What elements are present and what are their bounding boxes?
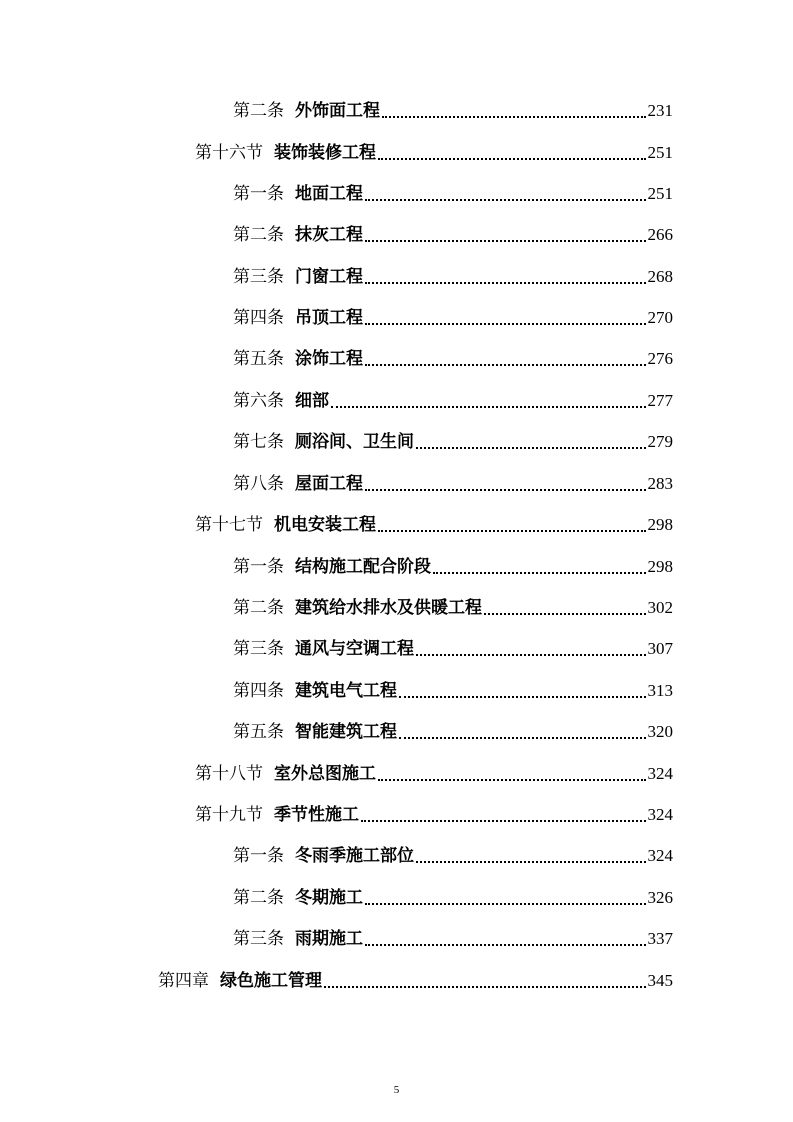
toc-entry-page: 279 [647,432,673,451]
toc-entry[interactable] [0,632,673,660]
toc-entry-title: 厕浴间、卫生间 [295,432,414,452]
toc-entry[interactable] [0,342,673,370]
toc-entry-page: 324 [647,805,673,824]
toc-entry-title: 季节性施工 [274,805,359,825]
toc-entry[interactable] [0,839,673,867]
toc-entry-number: 第十八节 [195,764,263,784]
toc-entry-number: 第二条 [233,598,284,618]
toc-entry[interactable] [0,425,673,453]
toc-entry[interactable] [0,467,673,495]
toc-entry-number: 第二条 [233,225,284,245]
toc-entry-title: 室外总图施工 [274,764,376,784]
toc-entry[interactable] [0,260,673,288]
toc-entry-page: 324 [647,764,673,783]
toc-entry-page: 326 [647,888,673,907]
toc-leader-dots [365,363,646,366]
toc-entry-title: 涂饰工程 [295,349,363,369]
toc-leader-dots [365,943,646,946]
toc-entry-number: 第五条 [233,722,284,742]
toc-entry-number: 第五条 [233,349,284,369]
toc-leader-dots [416,446,646,449]
toc-leader-dots [365,488,646,491]
toc-entry-page: 302 [647,598,673,617]
toc-entry[interactable] [0,94,673,122]
toc-entry[interactable] [0,301,673,329]
toc-entry-page: 313 [647,681,673,700]
toc-leader-dots [378,529,646,532]
toc-leader-dots [484,612,646,615]
toc-entry-title: 结构施工配合阶段 [295,557,431,577]
toc-entry-number: 第七条 [233,432,284,452]
toc-entry-number: 第四章 [158,971,209,991]
toc-entry[interactable] [0,757,673,785]
toc-entry-title: 吊顶工程 [295,308,363,328]
toc-leader-dots [416,653,646,656]
toc-entry-title: 细部 [295,391,329,411]
toc-entry[interactable] [0,715,673,743]
toc-entry[interactable] [0,550,673,578]
toc-entry-number: 第二条 [233,888,284,908]
toc-entry-page: 270 [647,308,673,327]
toc-entry-title: 智能建筑工程 [295,722,397,742]
toc-leader-dots [378,778,646,781]
toc-entry-page: 345 [647,971,673,990]
toc-entry-page: 251 [647,184,673,203]
toc-entry[interactable] [0,964,673,992]
toc-entry-number: 第一条 [233,557,284,577]
toc-entry-title: 雨期施工 [295,929,363,949]
toc-entry-number: 第十七节 [195,515,263,535]
toc-entry-number: 第十九节 [195,805,263,825]
toc-entry-title: 地面工程 [295,184,363,204]
toc-leader-dots [324,985,646,988]
toc-leader-dots [365,902,646,905]
toc-entry[interactable] [0,136,673,164]
toc-entry-title: 通风与空调工程 [295,639,414,659]
toc-leader-dots [399,736,646,739]
toc-entry-page: 337 [647,929,673,948]
toc-leader-dots [416,860,646,863]
toc-leader-dots [361,819,646,822]
toc-entry-page: 307 [647,639,673,658]
toc-entry-number: 第四条 [233,681,284,701]
toc-entry-page: 324 [647,846,673,865]
toc-entry-title: 机电安装工程 [274,515,376,535]
toc-entry-number: 第八条 [233,474,284,494]
toc-entry[interactable] [0,881,673,909]
toc-entry-title: 外饰面工程 [295,101,380,121]
toc-entry-number: 第三条 [233,267,284,287]
toc-entry-page: 320 [647,722,673,741]
toc-entry-number: 第十六节 [195,143,263,163]
toc-leader-dots [365,281,646,284]
toc-leader-dots [433,571,646,574]
toc-entry-title: 建筑给水排水及供暖工程 [295,598,482,618]
toc-entry[interactable] [0,922,673,950]
toc-entry-page: 251 [647,143,673,162]
toc-entry-number: 第四条 [233,308,284,328]
toc-entry-title: 装饰装修工程 [274,143,376,163]
toc-leader-dots [365,322,646,325]
toc-entry-number: 第一条 [233,846,284,866]
toc-entry-number: 第三条 [233,929,284,949]
toc-leader-dots [378,157,646,160]
toc-entry-page: 276 [647,349,673,368]
toc-entry-number: 第三条 [233,639,284,659]
toc-entry-title: 门窗工程 [295,267,363,287]
toc-entry[interactable] [0,674,673,702]
toc-entry-page: 266 [647,225,673,244]
toc-entry-title: 绿色施工管理 [220,971,322,991]
toc-entry-page: 277 [647,391,673,410]
toc-entry-title: 冬期施工 [295,888,363,908]
toc-leader-dots [365,198,646,201]
toc-entry-number: 第六条 [233,391,284,411]
toc-entry[interactable] [0,591,673,619]
toc-entry-page: 298 [647,557,673,576]
toc-entry-title: 冬雨季施工部位 [295,846,414,866]
toc-entry-title: 建筑电气工程 [295,681,397,701]
toc-leader-dots [382,115,646,118]
toc-entry-number: 第一条 [233,184,284,204]
toc-entry-page: 298 [647,515,673,534]
toc-entry[interactable] [0,798,673,826]
toc-entry-page: 283 [647,474,673,493]
toc-entry-title: 屋面工程 [295,474,363,494]
toc-leader-dots [365,239,646,242]
toc-leader-dots [399,695,646,698]
toc-entry[interactable] [0,218,673,246]
toc-entry[interactable] [0,384,673,412]
toc-entry-page: 231 [647,101,673,120]
toc-entry-page: 268 [647,267,673,286]
toc-entry-number: 第二条 [233,101,284,121]
toc-entry-title: 抹灰工程 [295,225,363,245]
toc-leader-dots [331,405,646,408]
page-number: 5 [393,1084,400,1096]
toc-entry[interactable] [0,177,673,205]
toc-entry[interactable] [0,508,673,536]
